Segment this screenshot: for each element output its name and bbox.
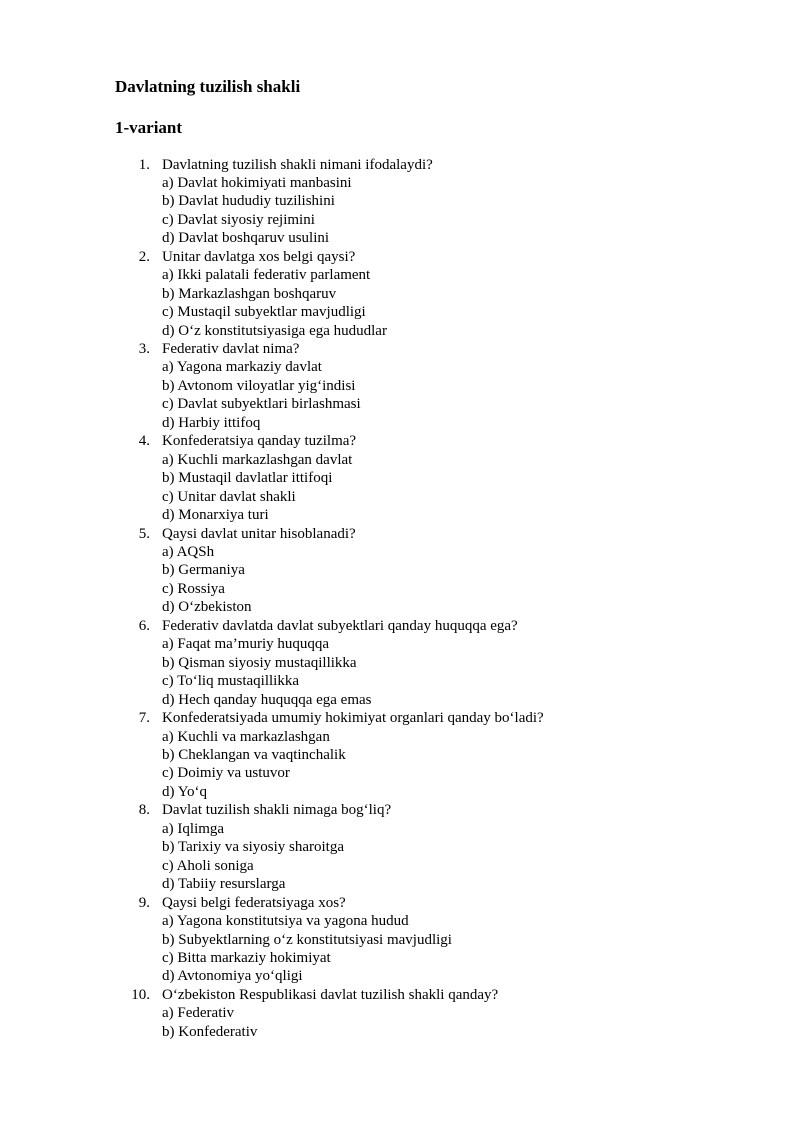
question-number: 1. <box>138 156 150 173</box>
question-text: Federativ davlatda davlat subyektlari qanday huquqqa ega? <box>162 617 518 634</box>
answer-option: b) Qisman siyosiy mustaqillikka <box>162 654 357 671</box>
question-number: 6. <box>138 617 150 634</box>
question-number: 4. <box>138 433 150 450</box>
answer-options <box>0 266 800 340</box>
answer-option: a) Ikki palatali federativ parlament <box>162 267 371 284</box>
answer-options <box>0 543 800 617</box>
answer-options <box>0 635 800 709</box>
question-list <box>0 156 800 1042</box>
answer-options <box>0 820 800 894</box>
question-item <box>0 156 800 248</box>
answer-option: d) Davlat boshqaruv usulini <box>162 230 330 247</box>
answer-option: a) Faqat ma’muriy huquqqa <box>162 636 330 653</box>
question-number: 5. <box>138 525 150 542</box>
question-item <box>0 248 800 340</box>
answer-options <box>0 358 800 432</box>
answer-option: a) Kuchli va markazlashgan <box>162 728 330 745</box>
question-item <box>0 525 800 617</box>
variant-heading: 1-variant <box>115 118 183 137</box>
answer-option: a) Davlat hokimiyati manbasini <box>162 174 352 191</box>
answer-option: d) Hech qanday huquqqa ega emas <box>162 691 372 708</box>
question-item <box>0 617 800 709</box>
question-number: 3. <box>138 341 150 358</box>
answer-option: d) Avtonomiya yo‘qligi <box>162 968 303 985</box>
question-number: 8. <box>138 802 150 819</box>
question-text: O‘zbekiston Respublikasi davlat tuzilish shakli qanday? <box>162 986 499 1003</box>
answer-option: a) AQSh <box>162 544 215 561</box>
question-number: 7. <box>138 710 150 727</box>
question-text: Unitar davlatga xos belgi qaysi? <box>162 248 356 265</box>
question-text: Konfederatsiyada umumiy hokimiyat organlari qanday bo‘ladi? <box>162 710 544 727</box>
answer-option: d) Yo‘q <box>162 783 208 800</box>
question-text: Davlat tuzilish shakli nimaga bog‘liq? <box>162 802 392 819</box>
question-item <box>0 894 800 986</box>
answer-option: c) Aholi soniga <box>162 857 254 874</box>
answer-option: c) Mustaqil subyektlar mavjudligi <box>162 304 366 321</box>
question-item <box>0 340 800 432</box>
answer-option: c) Rossiya <box>162 580 225 597</box>
question-text: Konfederatsiya qanday tuzilma? <box>162 433 357 450</box>
answer-option: d) O‘z konstitutsiyasiga ega hududlar <box>162 322 387 339</box>
answer-option: c) Doimiy va ustuvor <box>162 765 290 782</box>
answer-option: b) Konfederativ <box>162 1023 258 1040</box>
answer-option: d) Monarxiya turi <box>162 507 269 524</box>
answer-option: b) Germaniya <box>162 562 245 579</box>
answer-options <box>0 1004 800 1041</box>
answer-option: a) Iqlimga <box>162 820 225 837</box>
answer-option: a) Yagona konstitutsiya va yagona hudud <box>162 913 409 930</box>
answer-option: a) Yagona markaziy davlat <box>162 359 322 376</box>
answer-options <box>0 728 800 802</box>
answer-option: d) O‘zbekiston <box>162 599 252 616</box>
answer-option: c) Davlat subyektlari birlashmasi <box>162 396 361 413</box>
answer-option: b) Avtonom viloyatlar yig‘indisi <box>162 377 356 394</box>
answer-options <box>0 174 800 248</box>
answer-option: b) Davlat hududiy tuzilishini <box>162 193 335 210</box>
question-number: 2. <box>138 248 150 265</box>
answer-option: b) Tarixiy va siyosiy sharoitga <box>162 839 344 856</box>
question-item <box>0 709 800 801</box>
question-number: 10. <box>131 986 150 1003</box>
answer-option: c) To‘liq mustaqillikka <box>162 673 299 690</box>
question-item <box>0 986 800 1041</box>
answer-option: b) Mustaqil davlatlar ittifoqi <box>162 470 333 487</box>
question-item <box>0 432 800 524</box>
answer-option: a) Federativ <box>162 1005 235 1022</box>
question-text: Qaysi belgi federatsiyaga xos? <box>162 894 346 911</box>
document-title: Davlatning tuzilish shakli <box>115 77 301 96</box>
question-text: Federativ davlat nima? <box>162 341 300 358</box>
answer-option: c) Unitar davlat shakli <box>162 488 296 505</box>
question-text: Davlatning tuzilish shakli nimani ifodalaydi? <box>162 156 433 173</box>
answer-option: b) Subyektlarning o‘z konstitutsiyasi mavjudligi <box>162 931 452 948</box>
question-item <box>0 801 800 893</box>
answer-option: c) Davlat siyosiy rejimini <box>162 211 315 228</box>
answer-option: d) Tabiiy resurslarga <box>162 876 286 893</box>
answer-option: b) Markazlashgan boshqaruv <box>162 285 337 302</box>
answer-option: a) Kuchli markazlashgan davlat <box>162 451 353 468</box>
question-number: 9. <box>138 894 150 911</box>
answer-option: b) Cheklangan va vaqtinchalik <box>162 747 346 763</box>
answer-options <box>0 912 800 986</box>
question-text: Qaysi davlat unitar hisoblanadi? <box>162 525 356 542</box>
answer-option: c) Bitta markaziy hokimiyat <box>162 949 331 966</box>
answer-options <box>0 451 800 525</box>
answer-option: d) Harbiy ittifoq <box>162 414 261 431</box>
